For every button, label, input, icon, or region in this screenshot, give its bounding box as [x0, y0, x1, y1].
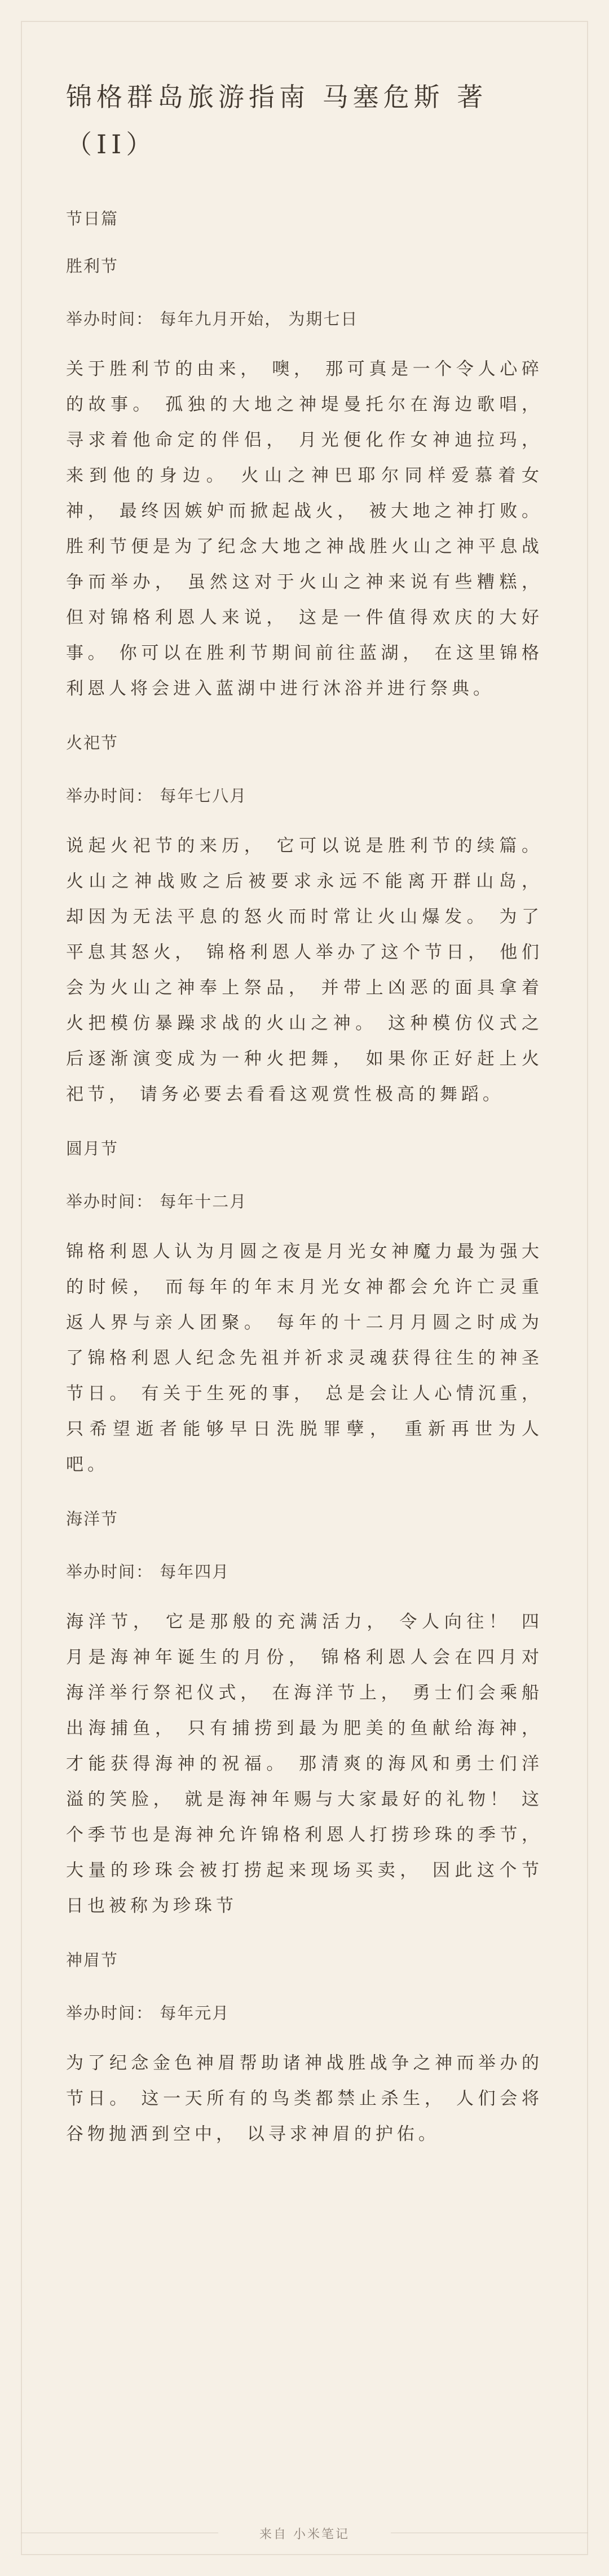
festival-name: 火祀节 [66, 733, 119, 752]
festival-name: 海洋节 [66, 1509, 119, 1528]
festival-time: 举办时间： 每年七八月 [66, 786, 248, 805]
festival-name: 神眉节 [66, 1950, 119, 1970]
festival-description: 关于胜利节的由来， 噢， 那可真是一个令人心碎的故事。 孤独的大地之神堤曼托尔在海边歌唱， 寻求着他命定的伴侣， 月光便化作女神迪拉玛， 来到他的身边。 火山之神巴耶尔同样爱慕着女神， 最终因嫉妒而掀起战火， 被大地之神打败。 胜利节便是为了纪念大地之神战胜火山之神平息战争而举办， 虽然这对于火山之神来说有些糟糕， 但对锦格利恩人来说， 这是一件值得欢庆的大好事。 你可以在胜利节期间前往蓝湖， 在这里锦格利恩人将会进入蓝湖中进行沐浴并进行祭典。 [66, 359, 543, 699]
festival-description: 为了纪念金色神眉帮助诸神战胜战争之神而举办的节日。 这一天所有的鸟类都禁止杀生， 人们会将谷物抛洒到空中， 以寻求神眉的护佑。 [66, 2053, 543, 2144]
festival-time: 举办时间： 每年九月开始， 为期七日 [66, 309, 359, 329]
festival-time: 举办时间： 每年四月 [66, 1562, 230, 1581]
note-content [66, 73, 543, 2152]
festival-description: 海洋节， 它是那般的充满活力， 令人向往！ 四月是海神年诞生的月份， 锦格利恩人会在四月对海洋举行祭祀仪式， 在海洋节上， 勇士们会乘船出海捕鱼， 只有捕捞到最为肥美的鱼献给海神， 才能获得海神的祝福。 那清爽的海风和勇士们洋溢的笑脸， 就是海神年赐与大家最好的礼物！ 这个季节也是海神允许锦格利恩人打捞珍珠的季节， 大量的珍珠会被打捞起来现场买卖， 因此这个节日也被称为珍珠节 [66, 1612, 543, 1916]
festival-name: 圆月节 [66, 1139, 119, 1158]
festival-name: 胜利节 [66, 256, 119, 276]
festival-description: 锦格利恩人认为月圆之夜是月光女神魔力最为强大的时候， 而每年的年末月光女神都会允许亡灵重返人界与亲人团聚。 每年的十二月月圆之时成为了锦格利恩人纪念先祖并祈求灵魂获得往生的神圣节日。 有关于生死的事， 总是会让人心情沉重， 只希望逝者能够早日洗脱罪孽， 重新再世为人吧。 [66, 1242, 543, 1475]
footer-source: 来自 小米笔记 [259, 2528, 350, 2542]
section-heading: 节日篇 [66, 209, 119, 228]
footer [0, 2525, 609, 2542]
festival-time: 举办时间： 每年元月 [66, 2003, 230, 2023]
festival-time: 举办时间： 每年十二月 [66, 1192, 248, 1211]
note-title: 锦格群岛旅游指南 马塞危斯 著 （II） [66, 82, 488, 159]
festival-description: 说起火祀节的来历， 它可以说是胜利节的续篇。 火山之神战败之后被要求永远不能离开群山岛， 却因为无法平息的怒火而时常让火山爆发。 为了平息其怒火， 锦格利恩人举办了这个节日， 他们会为火山之神奉上祭品， 并带上凶恶的面具拿着火把模仿暴躁求战的火山之神。 这种模仿仪式之后逐渐演变成为一种火把舞， 如果你正好赶上火祀节， 请务必要去看看这观赏性极高的舞蹈。 [66, 836, 543, 1105]
